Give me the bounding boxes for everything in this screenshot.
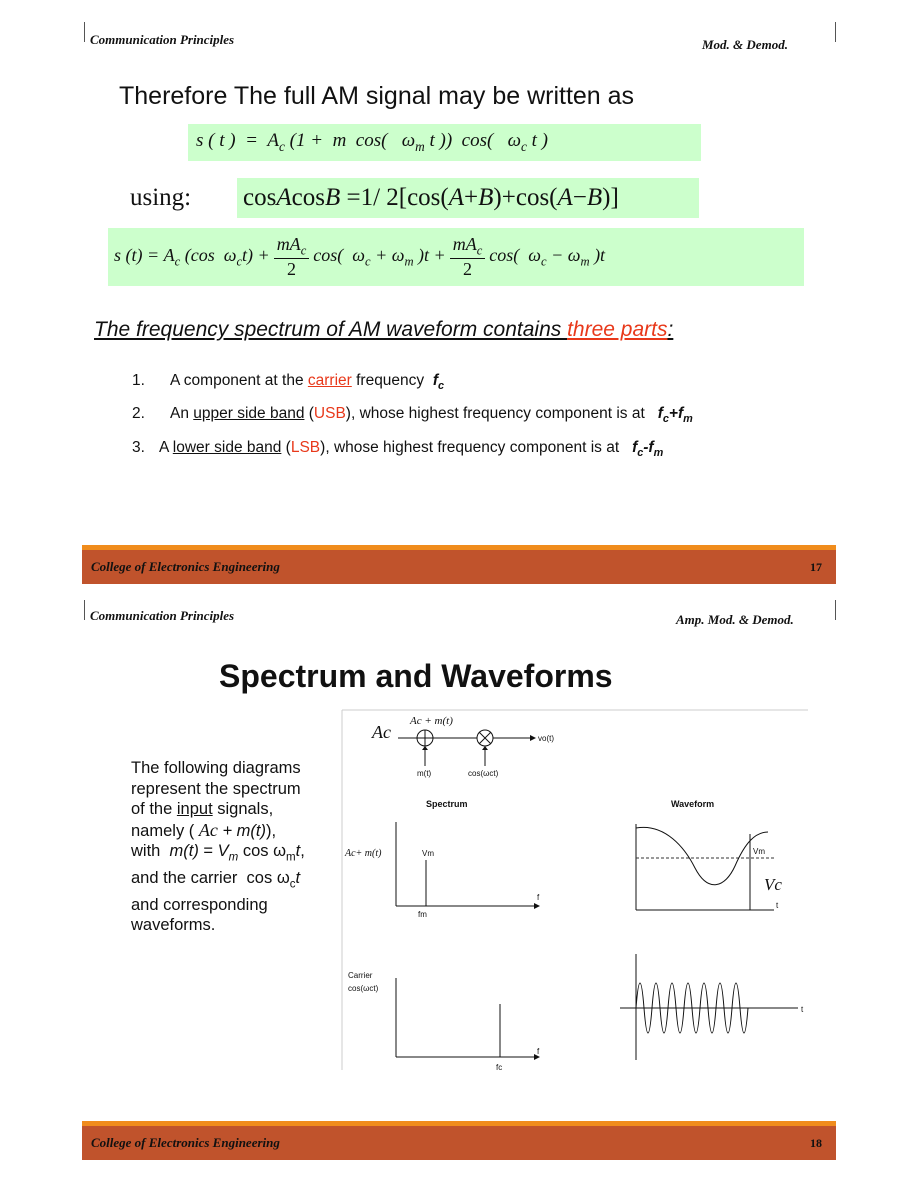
body-text: ), [265, 821, 277, 840]
header-topic: Amp. Mod. & Demod. [676, 612, 794, 627]
body-line [131, 799, 346, 820]
three-parts-highlight: three parts [567, 318, 668, 341]
waveform-heading: Waveform [671, 799, 715, 809]
list-underlined: upper side band [193, 405, 305, 422]
trig-identity-equation: cosAcosB =1/ 2[cos(A+B)+cos(A−B)] [237, 178, 699, 218]
list-text: , whose highest frequency component is at [350, 405, 645, 422]
list-num: 1. [132, 372, 145, 389]
block-cos-label: cos(ωct) [468, 769, 499, 778]
am-signal-equation: s ( t ) = $A_c$ (1 + m cos( $\omega_m$ t )) cos( $\omega_c$ t ) [188, 124, 701, 161]
body-text: signals, [212, 800, 274, 818]
body-line: namely ( Ac + m(t)), [131, 819, 277, 840]
wave2-t-label: t [801, 1005, 804, 1014]
header-rule-right [835, 600, 836, 620]
spectrum-statement-suffix: : [667, 318, 674, 341]
freq-fc: $f_c$ [432, 372, 445, 393]
wave1-t-label: t [776, 901, 779, 910]
expanded-am-equation: s $(t) = A_c$ (cos $\omega_ct$) + $mA_c$ 2 cos( $\omega_c + \omega_m$ )t + $mA_c$ 2 cos( $\omega_c - \omega_m$ )t [108, 228, 804, 286]
spec1-y-label: Ac+ m(t) [345, 848, 382, 859]
body-text: namely ( [131, 821, 195, 840]
carrier-cos-label: cos(ωct) [348, 984, 379, 993]
list-abbr: USB [313, 405, 346, 422]
body-line: and the carrier $\cos \omega_ct$ [131, 868, 301, 891]
body-line: with $m(t) = V_m$ $\cos \omega_mt$, [131, 842, 305, 864]
spectrum-statement [94, 318, 673, 342]
slide17-title: Therefore The full AM signal may be written as [119, 82, 635, 110]
header-topic: Mod. & Demod. [702, 37, 788, 52]
input-underlined: input [176, 800, 213, 818]
header-rule-right [835, 22, 836, 42]
header-rule-left [84, 600, 85, 620]
block-ac-label: Ac [372, 722, 391, 742]
list-text: An [170, 405, 194, 422]
slide17-footer [82, 550, 836, 584]
mt-arrow-icon [422, 746, 428, 750]
spectrum-waveform-diagram [340, 708, 812, 1078]
spectrum-heading: Spectrum [426, 799, 468, 809]
cos-arrow-icon [482, 746, 488, 750]
body-line: represent the spectrum [131, 779, 301, 798]
list-text: A [159, 439, 173, 456]
body-line: The following diagrams [131, 759, 301, 777]
list-num: 2. [132, 405, 145, 422]
page-number: 18 [810, 1136, 822, 1150]
slide18-footer [82, 1126, 836, 1160]
slide18-title: Spectrum and Waveforms [219, 658, 613, 694]
body-line: and corresponding [131, 895, 268, 914]
header-course: Communication Principles [90, 608, 235, 623]
wave1-vc-label: Vc [764, 875, 782, 894]
spec1-vm-label: Vm [422, 849, 434, 858]
block-mt-label: m(t) [417, 769, 432, 778]
list-item-usb: 2. An upper side band (USB), whose highest frequency component is at $f_c+f_m$ [132, 405, 693, 426]
page-number: 17 [810, 560, 822, 574]
slide18-body [131, 758, 346, 936]
list-abbr: LSB [290, 439, 321, 456]
spec1-f-label: f [537, 893, 540, 902]
output-arrow-icon [530, 735, 536, 741]
spec2-fc-label: fc [496, 1063, 503, 1072]
list-text: frequency [351, 372, 425, 389]
header-rule-left [84, 22, 85, 42]
freq-fc-minus-fm: $f_c-f_m$ [632, 439, 664, 460]
spec2-f-label: f [537, 1047, 540, 1056]
footer-college: College of Electronics Engineering [91, 559, 280, 574]
list-underlined: lower side band [172, 439, 282, 456]
body-line: waveforms. [131, 916, 216, 935]
list-text: , whose highest frequency component is at [325, 439, 620, 456]
list-num: 3. [132, 439, 145, 456]
list-item-lsb: 3. A lower side band (LSB), whose highest frequency component is at $f_c-f_m$ [132, 439, 664, 460]
spectrum-statement-prefix: The frequency spectrum of AM waveform contains [94, 318, 568, 341]
list-item-carrier [132, 372, 444, 392]
block-sum-label: Ac + m(t) [410, 715, 453, 727]
spec1-fm-label: fm [418, 910, 427, 919]
freq-fc-plus-fm: $f_c+f_m$ [657, 405, 693, 426]
footer-college: College of Electronics Engineering [91, 1135, 280, 1150]
spec1-x-arrow-icon [534, 903, 540, 909]
wave1-curve [636, 827, 768, 884]
header-course: Communication Principles [90, 32, 235, 47]
list-text: A component at the [170, 372, 308, 389]
body-text: of the [131, 800, 177, 818]
carrier-label: Carrier [348, 971, 373, 980]
wave1-vm-label: Vm [753, 847, 765, 856]
body-text: with [131, 842, 161, 860]
list-underlined: carrier [307, 372, 352, 389]
block-out-label: vo(t) [538, 734, 554, 743]
using-label: using: [130, 184, 192, 211]
